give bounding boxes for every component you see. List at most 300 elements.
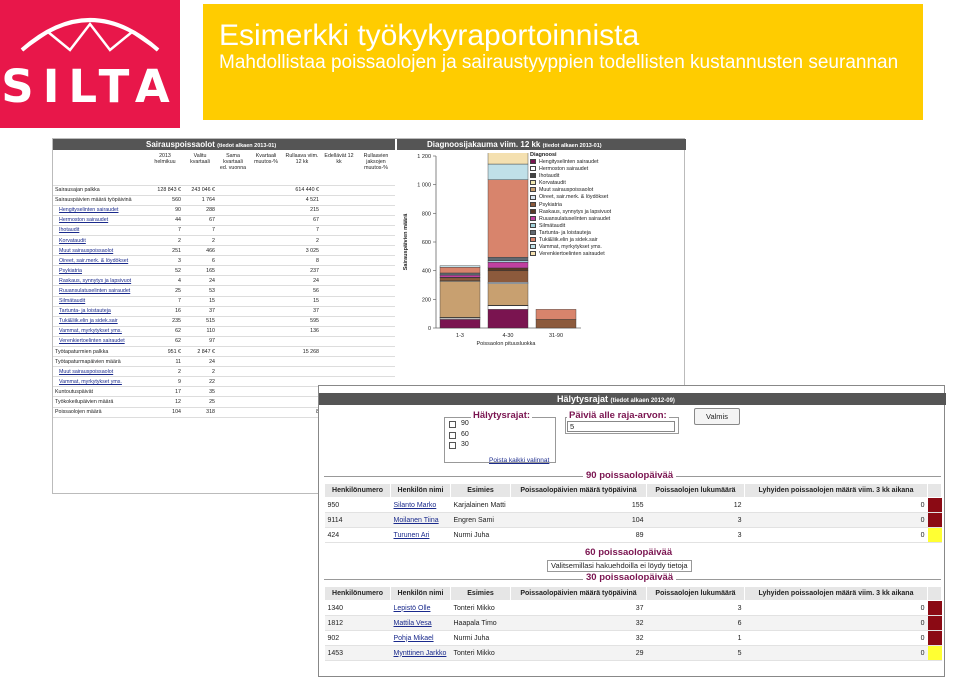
table-cell [249, 225, 283, 235]
table-cell: 11 [147, 357, 183, 367]
y-tick-label: 600 [421, 240, 431, 246]
table-cell [249, 256, 283, 266]
table-cell: 3 [147, 256, 183, 266]
status-flag [928, 528, 942, 542]
short-absences: 0 [745, 601, 928, 616]
table-cell: 251 [147, 246, 183, 256]
silta-logo [0, 0, 180, 128]
legend-swatch [530, 187, 536, 192]
row-label: Työtapaturmien palkka [53, 347, 147, 357]
alert-header-row [325, 587, 942, 601]
clear-selections-link[interactable]: Poista kaikki valinnat [489, 457, 550, 464]
table-cell [217, 397, 249, 407]
table-cell: 4 521 [283, 195, 321, 205]
legend-item [530, 209, 611, 216]
bar-segment [488, 257, 528, 261]
table-cell: 951 € [147, 347, 183, 357]
bar-segment [488, 282, 528, 283]
sick-leave-table [53, 151, 395, 418]
table-cell [249, 276, 283, 286]
table-cell [321, 336, 357, 346]
table-cell [217, 367, 249, 377]
legend-label: Raskaus, synnytys ja lapsivuot [539, 208, 612, 215]
absence-count: 6 [647, 616, 745, 631]
limit-30-checkbox[interactable] [449, 442, 456, 449]
table-cell [321, 286, 357, 296]
bar-segment [488, 180, 528, 257]
table-cell [321, 347, 357, 357]
table-cell [217, 357, 249, 367]
table-cell: 7 [183, 225, 217, 235]
table-cell [321, 246, 357, 256]
table-row [325, 646, 942, 661]
table-cell: 7 [147, 296, 183, 306]
flag-column-header [928, 587, 942, 601]
legend-item [530, 230, 611, 237]
legend-swatch [530, 209, 536, 214]
table-cell [217, 266, 249, 276]
table-cell: 15 268 [283, 347, 321, 357]
table-cell: 3 025 [283, 246, 321, 256]
table-cell [357, 185, 395, 195]
table-cell [357, 367, 395, 377]
section-60-title: 60 poissaolopäivää [582, 547, 675, 558]
table-cell [357, 235, 395, 245]
table-cell [357, 266, 395, 276]
table-cell [321, 296, 357, 306]
column-header: Edellävät 12 kk [321, 151, 357, 185]
alert-header-row [325, 484, 942, 498]
table-cell [217, 276, 249, 286]
diagnosis-link[interactable]: Hengityselinten sairaudet [53, 205, 147, 215]
absence-count: 3 [647, 601, 745, 616]
table-cell [283, 336, 321, 346]
table-row [53, 195, 395, 205]
diagnosis-link[interactable]: Hermoston sairaudet [53, 215, 147, 225]
bar-segment [488, 261, 528, 262]
table-cell: 24 [183, 276, 217, 286]
employee-id: 9114 [325, 513, 391, 528]
legend-label: Hermoston sairaudet [539, 166, 589, 173]
table-cell [249, 326, 283, 336]
column-header: Poissaolojen lukumäärä [647, 587, 745, 601]
table-cell: 9 [147, 377, 183, 387]
table-cell [217, 185, 249, 195]
table-cell [357, 357, 395, 367]
table-cell [249, 397, 283, 407]
employee-id: 1453 [325, 646, 391, 661]
table-cell: 2 847 € [183, 347, 217, 357]
column-header: Henkilönumero [325, 587, 391, 601]
table-cell: 16 [147, 306, 183, 316]
limits-legend: Hälytysrajat: [473, 410, 531, 421]
table-cell [357, 205, 395, 215]
table-row [53, 235, 395, 245]
x-tick-label: 1-3 [456, 333, 464, 339]
legend-label: Muut sairauspoissaolot [539, 187, 594, 194]
logo-wordmark: SILTA [1, 60, 179, 113]
table-cell [217, 286, 249, 296]
column-header: Henkilön nimi [391, 587, 451, 601]
row-label: Työkokeilupäivien määrä [53, 397, 147, 407]
table-cell [249, 266, 283, 276]
table-cell [321, 357, 357, 367]
column-header: Henkilön nimi [391, 484, 451, 498]
legend-swatch [530, 159, 536, 164]
table-cell [217, 326, 249, 336]
table-row [325, 528, 942, 543]
bar-segment [488, 284, 528, 306]
table-cell [321, 215, 357, 225]
bar-segment [440, 273, 480, 274]
diagnosis-link[interactable]: Vammat, myrkytykset yms. [53, 326, 147, 336]
table-cell: 12 [147, 397, 183, 407]
limit-option-label: 60 [461, 430, 469, 438]
row-label: Työtapaturmapäivien määrä [53, 357, 147, 367]
legend-swatch [530, 180, 536, 185]
table-cell [249, 185, 283, 195]
table-cell [321, 195, 357, 205]
bar-segment [488, 306, 528, 310]
table-cell: 2 [147, 367, 183, 377]
column-header: Kvartaali muutos-% [249, 151, 283, 185]
sick-leave-header-row [53, 151, 395, 185]
table-cell: 595 [283, 316, 321, 326]
legend-item [530, 202, 611, 209]
status-flag [928, 646, 942, 660]
status-flag-cell [928, 631, 942, 646]
legend-swatch [530, 216, 536, 221]
table-row [53, 347, 395, 357]
table-cell [217, 215, 249, 225]
legend-swatch [530, 202, 536, 207]
table-cell [249, 407, 283, 417]
sick-leave-header [53, 139, 395, 150]
x-axis-label: Poissaolon pituusluokka [476, 341, 536, 347]
diagnosis-link[interactable]: Ruuansulatuselinten sairaudet [53, 286, 147, 296]
table-cell: 25 [183, 397, 217, 407]
ready-button[interactable]: Valmis [694, 408, 740, 425]
table-cell [249, 286, 283, 296]
table-cell: 24 [283, 276, 321, 286]
days-legend: Päiviä alle raja-arvon: [569, 410, 667, 421]
table-cell: 466 [183, 246, 217, 256]
table-cell [249, 246, 283, 256]
table-cell: 2 [147, 235, 183, 245]
diagnosis-link[interactable]: Tuki&liik.elin ja sidek.sair [53, 316, 147, 326]
bar-segment [536, 309, 576, 319]
alert-limits-header [319, 393, 946, 405]
status-flag-cell [928, 601, 942, 616]
supervisor: Nurmi Juha [451, 528, 511, 543]
table-cell [217, 296, 249, 306]
table-row [53, 316, 395, 326]
legend-item [530, 187, 611, 194]
y-tick-label: 800 [421, 211, 431, 218]
column-header: Henkilönumero [325, 484, 391, 498]
table-cell [321, 276, 357, 286]
table-row [53, 246, 395, 256]
column-header: Lyhyiden poissaolojen määrä viim. 3 kk aikana [745, 587, 928, 601]
table-cell: 288 [183, 205, 217, 215]
legend-label: Silmätaudit [539, 222, 566, 229]
absence-days: 89 [511, 528, 647, 543]
status-flag [928, 513, 942, 527]
bar-segment [488, 262, 528, 268]
short-absences: 0 [745, 631, 928, 646]
column-header: Lyhyiden poissaolojen määrä viim. 3 kk aikana [745, 484, 928, 498]
diagnosis-link[interactable]: Muut sairauspoissaolot [53, 246, 147, 256]
legend-item [530, 173, 611, 180]
absence-days: 32 [511, 631, 647, 646]
table-cell: 90 [147, 205, 183, 215]
limit-90-checkbox[interactable] [449, 421, 456, 428]
supervisor: Haapala Timo [451, 616, 511, 631]
table-cell [217, 246, 249, 256]
table-cell [249, 347, 283, 357]
supervisor: Tonteri Mikko [451, 601, 511, 616]
table-cell [357, 246, 395, 256]
column-header: Sama kvartaali ed. vuonna [217, 151, 249, 185]
table-cell [249, 367, 283, 377]
table-row [53, 357, 395, 367]
employee-name-link[interactable]: Moilanen Tiina [391, 513, 451, 528]
table-cell [249, 316, 283, 326]
alert-table-30 [324, 586, 942, 661]
table-cell: 67 [283, 215, 321, 225]
legend-swatch [530, 223, 536, 228]
limit-60-checkbox[interactable] [449, 432, 456, 439]
legend-swatch [530, 230, 536, 235]
table-cell: 1 764 [183, 195, 217, 205]
table-cell [321, 185, 357, 195]
short-absences: 0 [745, 513, 928, 528]
y-tick-label: 0 [427, 326, 431, 332]
column-header: Esimies [451, 484, 511, 498]
table-cell [217, 316, 249, 326]
diagnosis-link[interactable]: Oireet, sair.merk. & löydökset [53, 256, 147, 266]
legend-item [530, 223, 611, 230]
bar-segment [488, 268, 528, 271]
employee-name-link[interactable]: Mynttinen Jarkko [391, 646, 451, 661]
table-row [53, 205, 395, 215]
table-cell [357, 336, 395, 346]
column-header: Rullaava viim. 12 kk [283, 151, 321, 185]
table-row [53, 367, 395, 377]
table-cell: 62 [147, 326, 183, 336]
table-cell: 8 [283, 256, 321, 266]
limit-option-label: 90 [461, 420, 469, 427]
table-cell: 24 [183, 357, 217, 367]
column-header: Poissaolopäivien määrä työpäivinä [511, 484, 647, 498]
bar-segment [440, 275, 480, 277]
table-cell [283, 367, 321, 377]
table-cell [357, 195, 395, 205]
flag-column-header [928, 484, 942, 498]
legend-swatch [530, 251, 536, 256]
y-axis-label: Sairauspäivien määrä [403, 213, 409, 271]
y-tick-label: 400 [421, 268, 431, 275]
bar-segment [440, 266, 480, 267]
legend-title: Diagnoosi [530, 152, 557, 158]
absence-days: 155 [511, 498, 647, 513]
table-cell: 7 [147, 225, 183, 235]
column-header: 2013 helmikuu [147, 151, 183, 185]
absence-days: 32 [511, 616, 647, 631]
legend-swatch [530, 166, 536, 171]
short-absences: 0 [745, 528, 928, 543]
table-cell: 17 [147, 387, 183, 397]
table-cell: 52 [147, 266, 183, 276]
table-cell [321, 326, 357, 336]
table-cell [249, 205, 283, 215]
table-cell: 15 [283, 296, 321, 306]
days-input[interactable]: 5 [567, 421, 675, 432]
table-cell [321, 205, 357, 215]
x-tick-label: 31-90 [548, 333, 564, 339]
table-cell [357, 225, 395, 235]
short-absences: 0 [745, 498, 928, 513]
section-30-title: 30 poissaolopäivää [583, 572, 676, 583]
table-cell [321, 306, 357, 316]
row-label: Sairauspäivien määrä työpäivinä [53, 195, 147, 205]
column-header: Rullaavien jaksojen muutos-% [357, 151, 395, 185]
status-flag-cell [928, 513, 942, 528]
status-flag-cell [928, 646, 942, 661]
table-cell [357, 215, 395, 225]
status-flag [928, 498, 942, 512]
column-header: Poissaolojen lukumäärä [647, 484, 745, 498]
alert-limits-title-note: (tiedot alkaen 2012-09) [610, 398, 675, 404]
table-cell [249, 235, 283, 245]
employee-id: 902 [325, 631, 391, 646]
table-row [325, 513, 942, 528]
employee-name-link[interactable]: Mattila Vesa [391, 616, 451, 631]
column-header: Valitu kvartaali [183, 151, 217, 185]
table-cell: 2 [183, 235, 217, 245]
diagnosis-link[interactable]: Vammat, myrkytykset yms. [53, 377, 147, 387]
status-flag [928, 631, 942, 645]
table-cell: 560 [147, 195, 183, 205]
table-cell: 110 [183, 326, 217, 336]
y-tick-label: 1 200 [417, 154, 431, 160]
table-cell: 2 [283, 235, 321, 245]
table-cell [217, 377, 249, 387]
diagnosis-link[interactable]: Korvataudit [53, 235, 147, 245]
table-cell [249, 336, 283, 346]
legend-label: Oireet, sair.merk. & löydökset [539, 194, 609, 201]
diagnosis-link[interactable]: Silmätaudit [53, 296, 147, 306]
table-cell: 128 843 € [147, 185, 183, 195]
legend-item [530, 251, 611, 258]
bar-segment [488, 153, 528, 164]
bar-segment [536, 319, 576, 328]
table-cell [217, 235, 249, 245]
table-cell: 235 [147, 316, 183, 326]
supervisor: Tonteri Mikko [451, 646, 511, 661]
legend-item [530, 166, 611, 173]
table-row [53, 296, 395, 306]
legend-label: Hengityselinten sairaudet [539, 159, 599, 165]
alert-table-90 [324, 483, 942, 543]
table-cell [283, 407, 321, 417]
table-cell [357, 347, 395, 357]
table-cell [249, 387, 283, 397]
employee-name-link[interactable]: Lepistö Olle [391, 601, 451, 616]
table-row [325, 601, 942, 616]
employee-id: 424 [325, 528, 391, 543]
legend-label: Verenkiertoelinten sairaudet [539, 251, 605, 258]
table-cell [249, 306, 283, 316]
legend-item [530, 180, 611, 187]
legend-item [530, 194, 611, 201]
bar-segment [440, 281, 480, 317]
legend-label: Ihotaudit [539, 173, 560, 180]
legend-label: Vammat, myrkytykset yms. [539, 244, 602, 251]
table-row [325, 498, 942, 513]
absence-days: 37 [511, 601, 647, 616]
employee-name-link[interactable]: Pohja Mikael [391, 631, 451, 646]
limit-option-label: 30 [461, 441, 469, 448]
table-cell [357, 276, 395, 286]
diagnosis-link[interactable]: Muut sairauspoissaolot [53, 367, 147, 377]
table-cell: 62 [147, 336, 183, 346]
employee-name-link[interactable]: Silanto Marko [391, 498, 451, 513]
table-cell [217, 387, 249, 397]
chart-title-note: (tiedot alkaen 2013-01) [542, 143, 602, 149]
table-cell: 6 [183, 256, 217, 266]
no-results-notice: Valitsemillasi hakuehdoilla ei löydy tietoja [547, 560, 692, 572]
diagnosis-link[interactable]: Verenkiertoelinten sairaudet [53, 336, 147, 346]
supervisor: Nurmi Juha [451, 631, 511, 646]
table-row [325, 616, 942, 631]
table-cell [217, 195, 249, 205]
table-cell: 53 [183, 286, 217, 296]
table-cell [217, 407, 249, 417]
employee-name-link[interactable]: Turunen Ari [391, 528, 451, 543]
table-cell [249, 215, 283, 225]
absence-count: 3 [647, 513, 745, 528]
table-row [325, 631, 942, 646]
table-cell [357, 326, 395, 336]
status-flag [928, 616, 942, 630]
table-cell: 4 [147, 276, 183, 286]
row-label: Kuntoutuspäivät [53, 387, 147, 397]
legend-item [530, 244, 611, 251]
table-cell [217, 306, 249, 316]
y-tick-label: 1 000 [417, 182, 431, 189]
diagnosis-link[interactable]: Ihotaudit [53, 225, 147, 235]
chart-legend [530, 152, 611, 258]
legend-swatch [530, 173, 536, 178]
diagnosis-link[interactable]: Psykiatria [53, 266, 147, 276]
table-cell [321, 367, 357, 377]
sick-leave-title-note: (tiedot alkaen 2013-01) [217, 143, 277, 149]
table-cell: 215 [283, 205, 321, 215]
table-cell: 37 [283, 306, 321, 316]
row-label: Sairausajan palkka [53, 185, 147, 195]
banner-title: Esimerkki työkykyraportoinnista [219, 19, 640, 52]
table-cell [249, 357, 283, 367]
alert-limits-title: Hälytysrajat [557, 394, 609, 404]
diagnosis-link[interactable]: Tartunta- ja loistauteja [53, 306, 147, 316]
diagnosis-link[interactable]: Raskaus, synnytys ja lapsivuot [53, 276, 147, 286]
sick-leave-title: Sairauspoissaolot [146, 140, 215, 149]
table-cell [357, 296, 395, 306]
legend-label: Korvataudit [539, 180, 566, 187]
row-label-header [53, 151, 147, 185]
table-cell [283, 387, 321, 397]
